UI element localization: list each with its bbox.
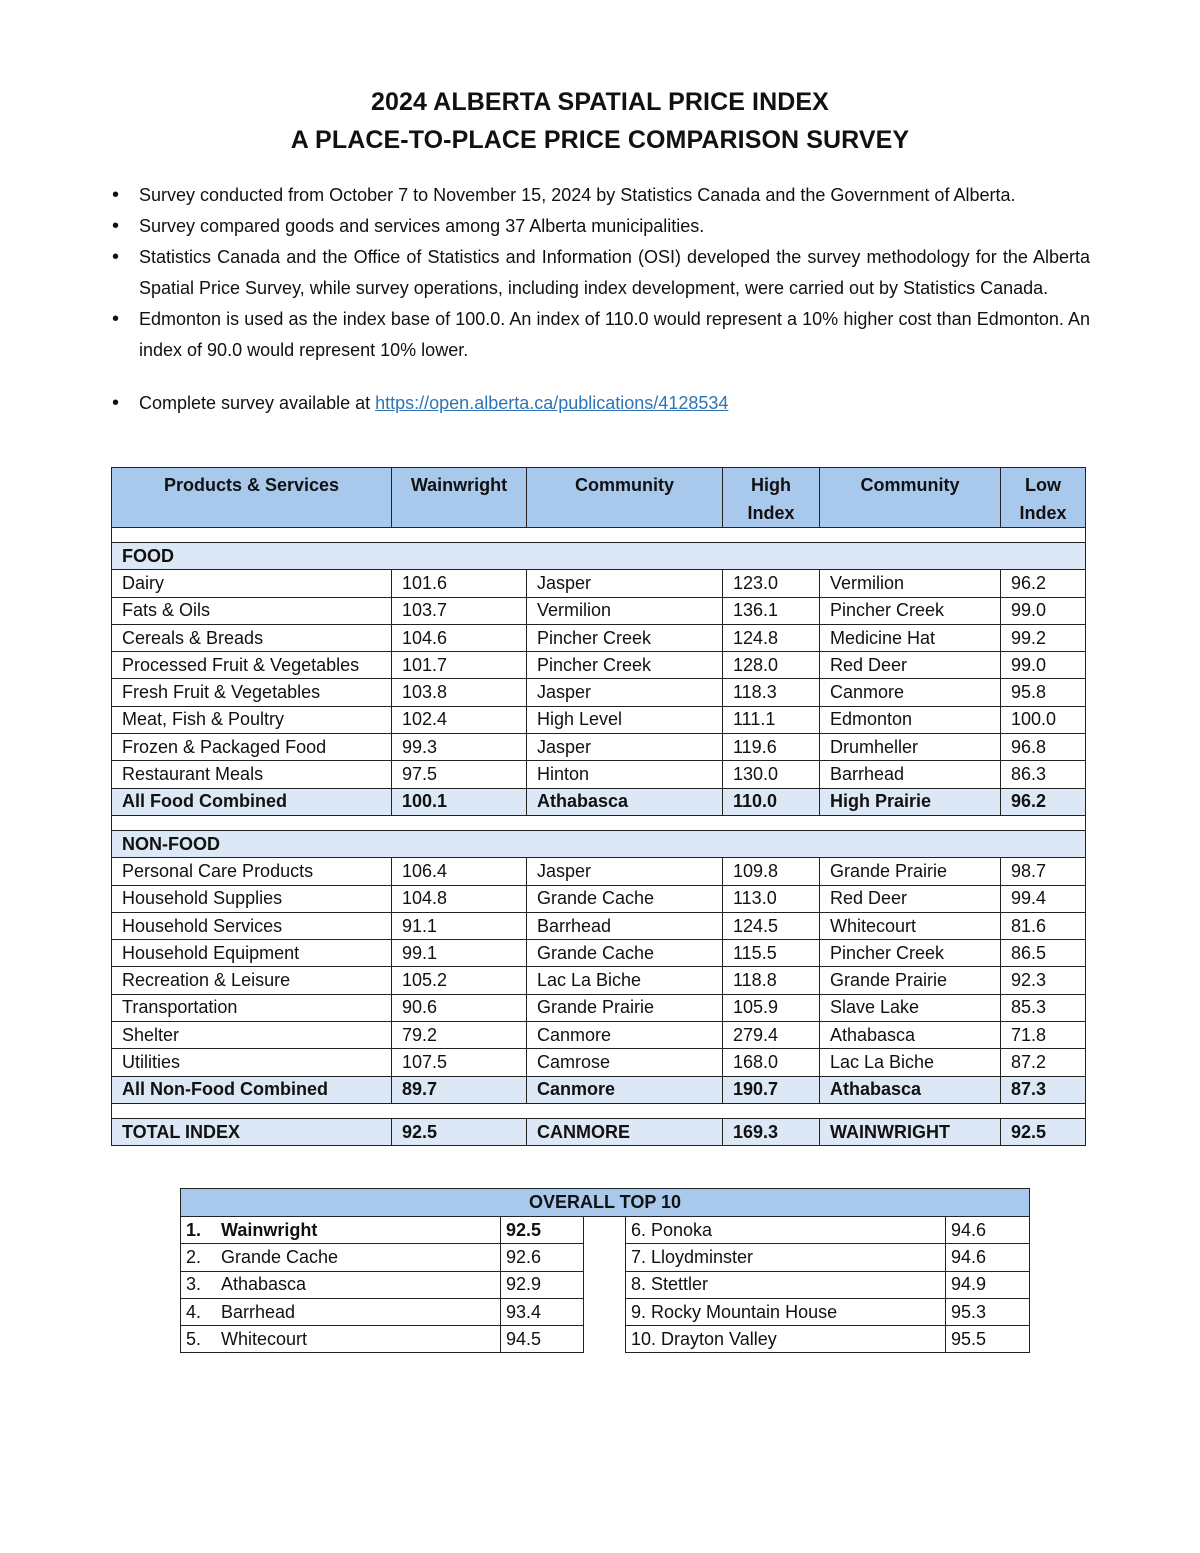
top10-header-row [181,1189,1030,1217]
section-food [112,543,1086,570]
spacer-row [112,1103,1086,1118]
total-index-row: TOTAL INDEX 92.5 CANMORE 169.3 WAINWRIGHT 92.5 [112,1118,1086,1145]
table-row: Fats & Oils 103.7 Vermilion 136.1 Pincher Creek 99.0 [112,597,1086,624]
table-row: Personal Care Products 106.4 Jasper 109.8 Grande Prairie 98.7 [112,858,1086,885]
header-low-index [1001,468,1086,528]
survey-notes-list [112,180,1090,419]
note-survey-dates: • Survey conducted from October 7 to November 15, 2024 by Statistics Canada and the Government of Alberta. [112,180,1090,211]
spacer-row [112,528,1086,543]
table-row: Transportation 90.6 Grande Prairie 105.9 Slave Lake 85.3 [112,994,1086,1021]
section-label: NON-FOOD [112,830,1086,857]
spacer-row [112,815,1086,830]
section-label: FOOD [112,543,1086,570]
header-high-line2: Index [747,503,795,523]
note-index-base: • Edmonton is used as the index base of 100.0. An index of 110.0 would represent a 10% higher cost than Edmonton. An index of 90.0 would represent 10% lower. [112,304,1090,366]
top10-row: 1. Wainwright 92.5 6. Ponoka 94.6 [181,1217,1030,1244]
price-index-table [111,467,1086,1146]
header-wainwright: Wainwright [392,468,527,528]
table-row: Recreation & Leisure 105.2 Lac La Biche 118.8 Grande Prairie 92.3 [112,967,1086,994]
header-low-line1: Low [1025,475,1061,495]
header-community-low: Community [820,468,1001,528]
top10-row: 2. Grande Cache 92.6 7. Lloydminster 94.6 [181,1244,1030,1271]
table-row: Dairy 101.6 Jasper 123.0 Vermilion 96.2 [112,570,1086,597]
table-row: Household Services 91.1 Barrhead 124.5 Whitecourt 81.6 [112,912,1086,939]
table-row: Meat, Fish & Poultry 102.4 High Level 111.1 Edmonton 100.0 [112,706,1086,733]
header-high-index [723,468,820,528]
top10-row: 3. Athabasca 92.9 8. Stettler 94.9 [181,1271,1030,1298]
page-title-line1: 2024 ALBERTA SPATIAL PRICE INDEX [371,88,829,116]
table-row: Household Equipment 99.1 Grande Cache 115.5 Pincher Creek 86.5 [112,940,1086,967]
nonfood-total-row: All Non-Food Combined 89.7 Canmore 190.7 Athabasca 87.3 [112,1076,1086,1103]
table-row: Processed Fruit & Vegetables 101.7 Pincher Creek 128.0 Red Deer 99.0 [112,652,1086,679]
note-survey-link [112,388,1090,419]
page-title-line2: A PLACE-TO-PLACE PRICE COMPARISON SURVEY [290,126,910,154]
table-row: Shelter 79.2 Canmore 279.4 Athabasca 71.8 [112,1022,1086,1049]
top10-row: 4. Barrhead 93.4 9. Rocky Mountain House 95.3 [181,1298,1030,1325]
table-row: Restaurant Meals 97.5 Hinton 130.0 Barrhead 86.3 [112,761,1086,788]
survey-link-prefix: Complete survey available at [139,393,376,413]
top10-divider [584,1217,626,1353]
top10-title: OVERALL TOP 10 [181,1189,1030,1217]
table-header-row [112,468,1086,528]
header-community-high: Community [527,468,723,528]
table-row: Fresh Fruit & Vegetables 103.8 Jasper 118.3 Canmore 95.8 [112,679,1086,706]
header-low-line2: Index [1019,503,1067,523]
food-total-row: All Food Combined 100.1 Athabasca 110.0 High Prairie 96.2 [112,788,1086,815]
table-row: Utilities 107.5 Camrose 168.0 Lac La Biche 87.2 [112,1049,1086,1076]
table-row: Frozen & Packaged Food 99.3 Jasper 119.6 Drumheller 96.8 [112,734,1086,761]
note-municipalities: • Survey compared goods and services among 37 Alberta municipalities. [112,211,1090,242]
header-products: Products & Services [112,468,392,528]
survey-link[interactable]: https://open.alberta.ca/publications/4128534 [375,393,729,413]
overall-top10-table [180,1188,1030,1353]
note-methodology: • Statistics Canada and the Office of Statistics and Information (OSI) developed the survey methodology for the Alberta Spatial Price Survey, while survey operations, including index development, were carried out by Statistics Canada. [112,242,1090,304]
header-high-line1: High [751,475,791,495]
top10-row: 5. Whitecourt 94.5 10. Drayton Valley 95.5 [181,1326,1030,1353]
table-row: Cereals & Breads 104.6 Pincher Creek 124.8 Medicine Hat 99.2 [112,624,1086,651]
section-nonfood [112,830,1086,857]
table-row: Household Supplies 104.8 Grande Cache 113.0 Red Deer 99.4 [112,885,1086,912]
